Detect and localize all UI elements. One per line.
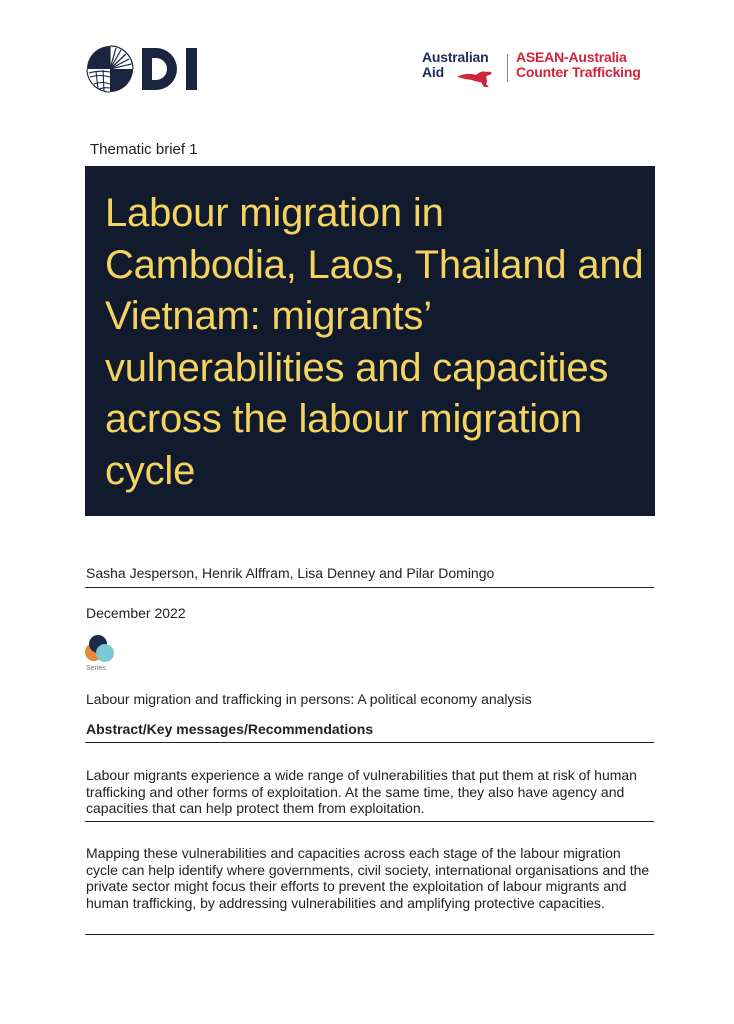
- series-name: Labour migration and trafficking in persons: A political economy analysis: [86, 691, 532, 707]
- title-banner: [85, 166, 655, 516]
- series-circles-icon: [84, 634, 120, 674]
- divider: [85, 934, 654, 935]
- odi-logo: [86, 44, 208, 94]
- brief-label: Thematic brief 1: [90, 141, 198, 158]
- asean-australia-counter-trafficking-logo: [516, 50, 641, 80]
- key-message-paragraph: Labour migrants experience a wide range of vulnerabilities that put them at risk of human trafficking and other forms of exploitation. At the same time, they also have agency and capacities that can help protect them from exploitation.: [86, 767, 637, 816]
- authors: Sasha Jesperson, Henrik Alffram, Lisa Denney and Pilar Domingo: [86, 565, 495, 581]
- kangaroo-icon: [456, 68, 496, 88]
- australian-aid-line1: Australian: [422, 49, 489, 65]
- program-line2: Counter Trafficking: [516, 64, 641, 80]
- logo-divider: [507, 54, 508, 82]
- series-icon-label: Series: [86, 665, 106, 672]
- series-icon: [84, 634, 120, 674]
- partner-logos: [422, 50, 662, 86]
- divider: [85, 587, 654, 588]
- publication-date: December 2022: [86, 605, 186, 621]
- divider: [85, 742, 654, 743]
- document-title: Labour migration in Cambodia, Laos, Thailand and Vietnam: migrants’ vulnerabilities and capacities across the labour migration cycle: [105, 191, 644, 493]
- program-line1: ASEAN-Australia: [516, 49, 627, 65]
- divider: [85, 821, 654, 822]
- key-message-paragraph: Mapping these vulnerabilities and capacities across each stage of the labour migration cycle can help identify where governments, civil society, international organisations and the private sector might focus their efforts to prevent the exploitation of labour migrants and human trafficking, by addressing vulnerabilities and amplifying protective capacities.: [86, 845, 650, 911]
- section-heading: Abstract/Key messages/Recommendations: [86, 721, 374, 737]
- odi-logo-icon: [86, 44, 208, 94]
- australian-aid-line2: Aid: [422, 64, 444, 80]
